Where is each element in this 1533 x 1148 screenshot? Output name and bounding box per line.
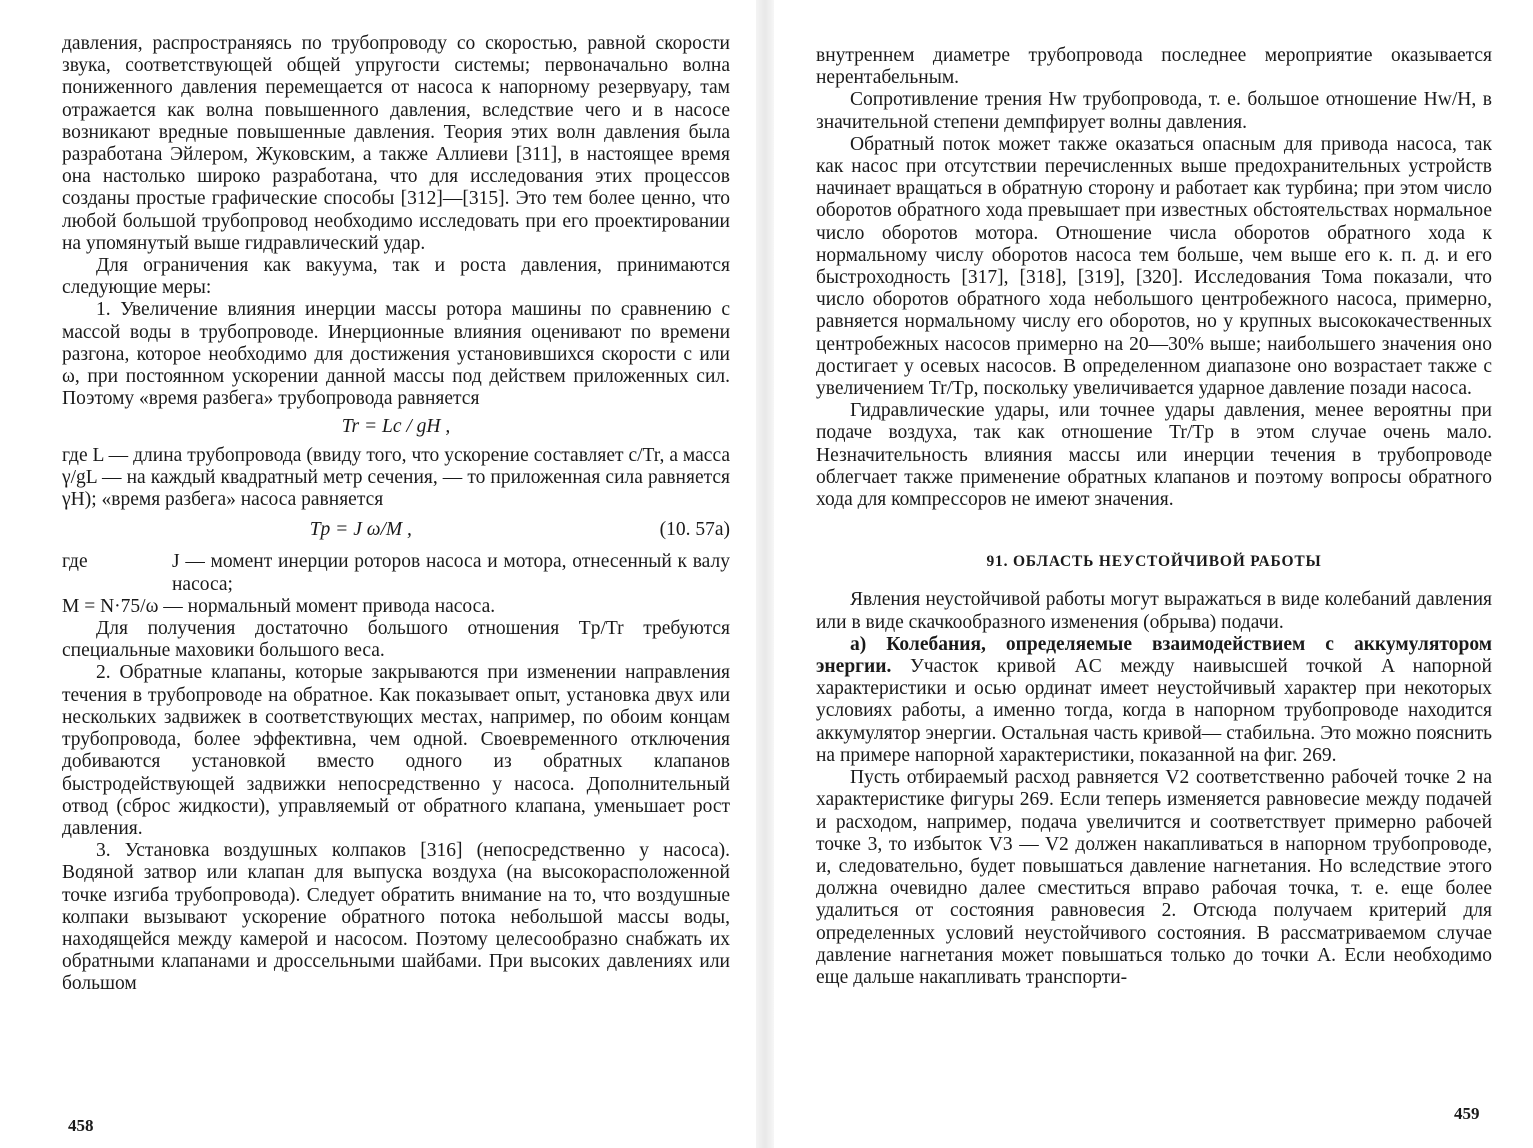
paragraph-body: Участок кривой AC между наивысшей точкой A напорной характеристики и осью ординат имеет неустойчивый характер при некоторых условиях работы, а именно тогда, когда в напорном трубопроводе находится аккумулятор энергии. Остальная часть кривой— стабильна. Это можно пояснить на примере напорной характеристики, показанной на фиг. 269. <box>816 656 1492 766</box>
paragraph <box>816 634 1492 767</box>
paragraph: 1. Увеличение влияния инерции массы ротора машины по сравнению с массой воды в трубопроводе. Инерционные влияния оценивают по времени разгона, которое необходимо для достижения установившихся скорости c или ω, при постоянном ускорении данной массы под действем приложенных сил. Поэтому «время разбега» трубопровода равняется <box>62 299 730 410</box>
paragraph: Сопротивление трения Hw трубопровода, т. е. большое отношение Hw/H, в значительной степени демпфирует волны давления. <box>816 89 1492 133</box>
paragraph: Обратный поток может также оказаться опасным для привода насоса, так как насос при отсутствии перечисленных выше предохранительных устройств начинает вращаться в обратную сторону и работает как турбина; при этом число оборотов обратного хода превышает при известных обстоятельствах нормальное число оборотов мотора. Отношение числа оборотов обратного хода к нормальному числу оборотов насоса тем больше, чем выше его к. п. д. и его быстроходность [317], [318], [319], [320]. Исследования Тома показали, что число оборотов обратного хода небольшого центробежного насоса, примерно, равняется нормальному числу его оборотов, но у крупных высококачественных центробежных насосов примерно на 20—30% выше; наибольшего значения оно достигает у осевых насосов. В определенном диапазоне оно возрастает также с увеличением Tr/Tp, поскольку увеличивается ударное давление позади насоса. <box>816 133 1492 400</box>
left-page <box>0 0 760 1148</box>
right-text-column <box>816 45 1492 989</box>
equation-number: (10. 57a) <box>659 519 730 541</box>
formula-run-time-pump: Tp = J ω/M , <box>309 519 412 541</box>
paragraph: внутреннем диаметре трубопровода последнее мероприятие оказывается нерентабельным. <box>816 45 1492 89</box>
formula-row <box>62 519 730 541</box>
left-text-column <box>62 33 730 996</box>
paragraph: Для ограничения как вакуума, так и роста давления, принимаются следующие меры: <box>62 255 730 299</box>
paragraph: 3. Установка воздушных колпаков [316] (непосредственно у насоса). Водяной затвор или клапан для выпуска воздуха (на высокорасположенной точке изгиба трубопровода). Следует обратить внимание на то, что воздушные колпаки вызывают ускорение обратного потока небольшой массы воды, находящейся между камерой и насосом. Поэтому целесообразно снабжать их обратными клапанами и дроссельными шайбами. При высоких давлениях или большом <box>62 840 730 995</box>
paragraph: 2. Обратные клапаны, которые закрываются при изменении направления течения в трубопроводе на обратное. Как показывает опыт, установка двух или нескольких задвижек в соответствующих местах, например, по обоим концам трубопровода, более эффективна, чем одной. Своевременного отключения добиваются установкой вместо одного из обратных клапанов быстродействующей задвижки непосредственно у насоса. Дополнительный отвод (сброс жидкости), управляемый от обратного клапана, уменьшает рост давления. <box>62 662 730 839</box>
paragraph: Для получения достаточно большого отношения Tp/Tr требуются специальные маховики большого веса. <box>62 618 730 662</box>
page-number: 459 <box>1454 1104 1480 1123</box>
where-definition: M = N·75/ω — нормальный момент привода насоса. <box>62 595 496 617</box>
paragraph: Явления неустойчивой работы могут выражаться в виде колебаний давления или в виде скачкообразного изменения (обрыва) подачи. <box>816 589 1492 633</box>
paragraph: где L — длина трубопровода (ввиду того, что ускорение составляет c/Tr, а масса γ/gL — на каждый квадратный метр сечения, — то приложенная сила равняется γH); «время разбега» насоса равняется <box>62 444 730 511</box>
paragraph: Пусть отбираемый расход равняется V2 соответственно рабочей точке 2 на характеристике фигуры 269. Если теперь изменяется равновесие между подачей и расходом, например, подача увеличится и соответствует примерно рабочей точке 3, то избыток V3 — V2 должен накапливаться в напорном трубопроводе, и, следовательно, будет повышаться давление нагнетания. Но вследствие этого должна очевидно далее сместиться вправо рабочая точка, т. е. еще более удалиться от состояния равновесия 2. Отсюда получаем критерий для определенных условий неустойчивого состояния. В рассматриваемом случае давление нагнетания может повышаться только до точки A. Если необходимо еще дальше накапливать транспорти- <box>816 767 1492 988</box>
section-title: 91. ОБЛАСТЬ НЕУСТОЙЧИВОЙ РАБОТЫ <box>986 553 1322 571</box>
page-number: 458 <box>68 1116 94 1135</box>
right-page <box>774 0 1533 1148</box>
paragraph: Гидравлические удары, или точнее удары давления, менее вероятны при подаче воздуха, так как отношение Tr/Tp в этом случае очень мало. Незначительность влияния массы или инерции течения в трубопроводе облегчает также применение обратных клапанов и поэтому вопросы обратного хода для компрессоров не имеют значения. <box>816 400 1492 511</box>
formula-run-time-pipe: Tr = Lc / gH , <box>341 416 451 438</box>
paragraph: давления, распространяясь по трубопроводу со скоростью, равной скорости звука, соответствующей общей упругости системы; первоначально волна пониженного давления перемещается от насоса к напорному резервуару, там отражается как волна повышенного давления, вследствие чего и в насосе возникают вредные повышенные давления. Теория этих волн давления была разработана Эйлером, Жуковским, а также Аллиеви [311], в настоящее время она настолько широко разработана, что для исследования этих процессов созданы простые графические способы [312]—[315]. Это тем более ценно, что любой большой трубопровод необходимо исследовать при его проектировании на упомянутый выше гидравлический удар. <box>62 33 730 254</box>
where-label: где <box>62 551 88 573</box>
where-clause <box>62 551 730 595</box>
subsection-heading: а) Колебания, определяемые взаимодействием с аккумулятором энергии. <box>816 633 1492 678</box>
where-definition: J — момент инерции роторов насоса и мотора, отнесенный к валу насоса; <box>172 551 730 595</box>
